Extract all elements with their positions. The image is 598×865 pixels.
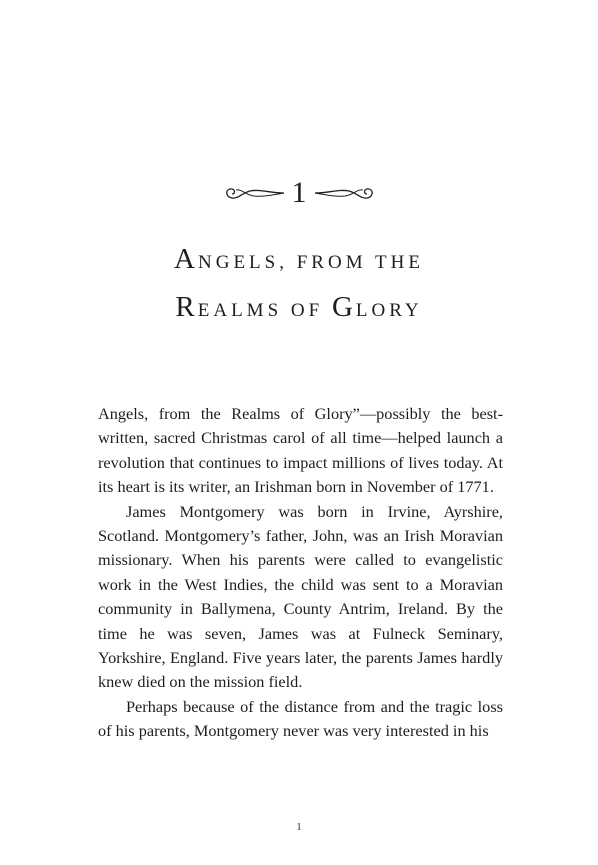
title-smallcaps: , FROM THE bbox=[279, 252, 424, 273]
chapter-title-line-2 bbox=[0, 291, 598, 324]
body-text bbox=[98, 402, 503, 744]
chapter-title-line-1 bbox=[0, 243, 598, 276]
title-smallcaps: EALMS OF bbox=[197, 300, 332, 321]
right-flourish-icon bbox=[313, 181, 379, 205]
title-smallcaps: LORY bbox=[355, 300, 423, 321]
paragraph: James Montgomery was born in Irvine, Ayrshire, Scotland. Montgomery’s father, John, was an Irish Moravian missionary. When his parents were called to evangelistic work in the West Indies, the child was sent to a Moravian community in Ballymena, County Antrim, Ireland. By the time he was seven, James was at Fulneck Seminary, Yorkshire, England. Five years later, the parents James hardly knew died on the mission field. bbox=[98, 501, 503, 692]
paragraph: Angels, from the Realms of Glory”—possibly the best-written, sacred Christmas carol of all time—helped launch a revolution that continues to impact millions of lives today. At its heart is its writer, an Irishman born in November of 1771. bbox=[98, 404, 503, 497]
title-smallcaps: NGELS bbox=[198, 252, 280, 273]
title-cap: G bbox=[331, 291, 356, 323]
title-cap: A bbox=[174, 243, 198, 275]
title-cap: R bbox=[175, 291, 198, 323]
left-flourish-icon bbox=[220, 181, 286, 205]
chapter-ornament bbox=[0, 176, 598, 210]
page-number: 1 bbox=[296, 822, 302, 833]
paragraph: Perhaps because of the distance from and the tragic loss of his parents, Montgomery never was very interested in his bbox=[98, 696, 503, 741]
chapter-number: 1 bbox=[291, 176, 307, 209]
